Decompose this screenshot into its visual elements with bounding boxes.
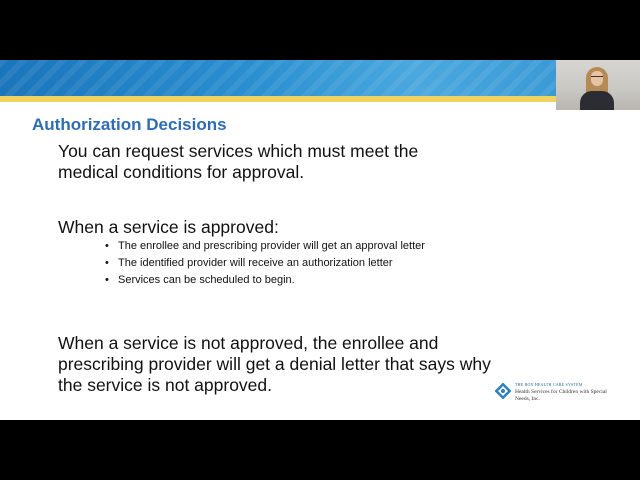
bullet-text: The enrollee and prescribing provider will get an approval letter [118, 240, 425, 252]
intro-paragraph: You can request services which must meet the medical conditions for approval. [58, 141, 419, 182]
presentation-slide [0, 60, 640, 420]
list-item [105, 238, 425, 255]
approved-bullet-list [105, 238, 425, 289]
presenter-glasses [591, 76, 603, 80]
presenter-torso [580, 91, 614, 110]
bullet-icon: • [105, 257, 109, 269]
slide-title: Authorization Decisions [32, 115, 227, 134]
denial-paragraph: When a service is not approved, the enrollee and prescribing provider will get a denial letter that says why the service is not approved. [58, 333, 491, 395]
presenter-webcam-thumbnail [556, 60, 640, 110]
organization-logo [495, 381, 605, 411]
bullet-text: The identified provider will receive an authorization letter [118, 257, 393, 269]
logo-system-name: THE BOX HEALTH CARE SYSTEM [515, 382, 583, 387]
bullet-text: Services can be scheduled to begin. [118, 274, 295, 286]
video-letterbox-top [0, 0, 640, 60]
video-letterbox-bottom [0, 420, 640, 480]
bullet-icon: • [105, 240, 109, 252]
list-item [105, 272, 425, 289]
header-accent-stripe [0, 96, 556, 102]
list-item [105, 255, 425, 272]
logo-organization-name: Health Services for Children with Special Needs, Inc. [515, 389, 607, 402]
header-banner [0, 60, 556, 96]
approved-heading: When a service is approved: [58, 217, 279, 237]
logo-emblem-icon [495, 383, 511, 399]
bullet-icon: • [105, 274, 109, 286]
